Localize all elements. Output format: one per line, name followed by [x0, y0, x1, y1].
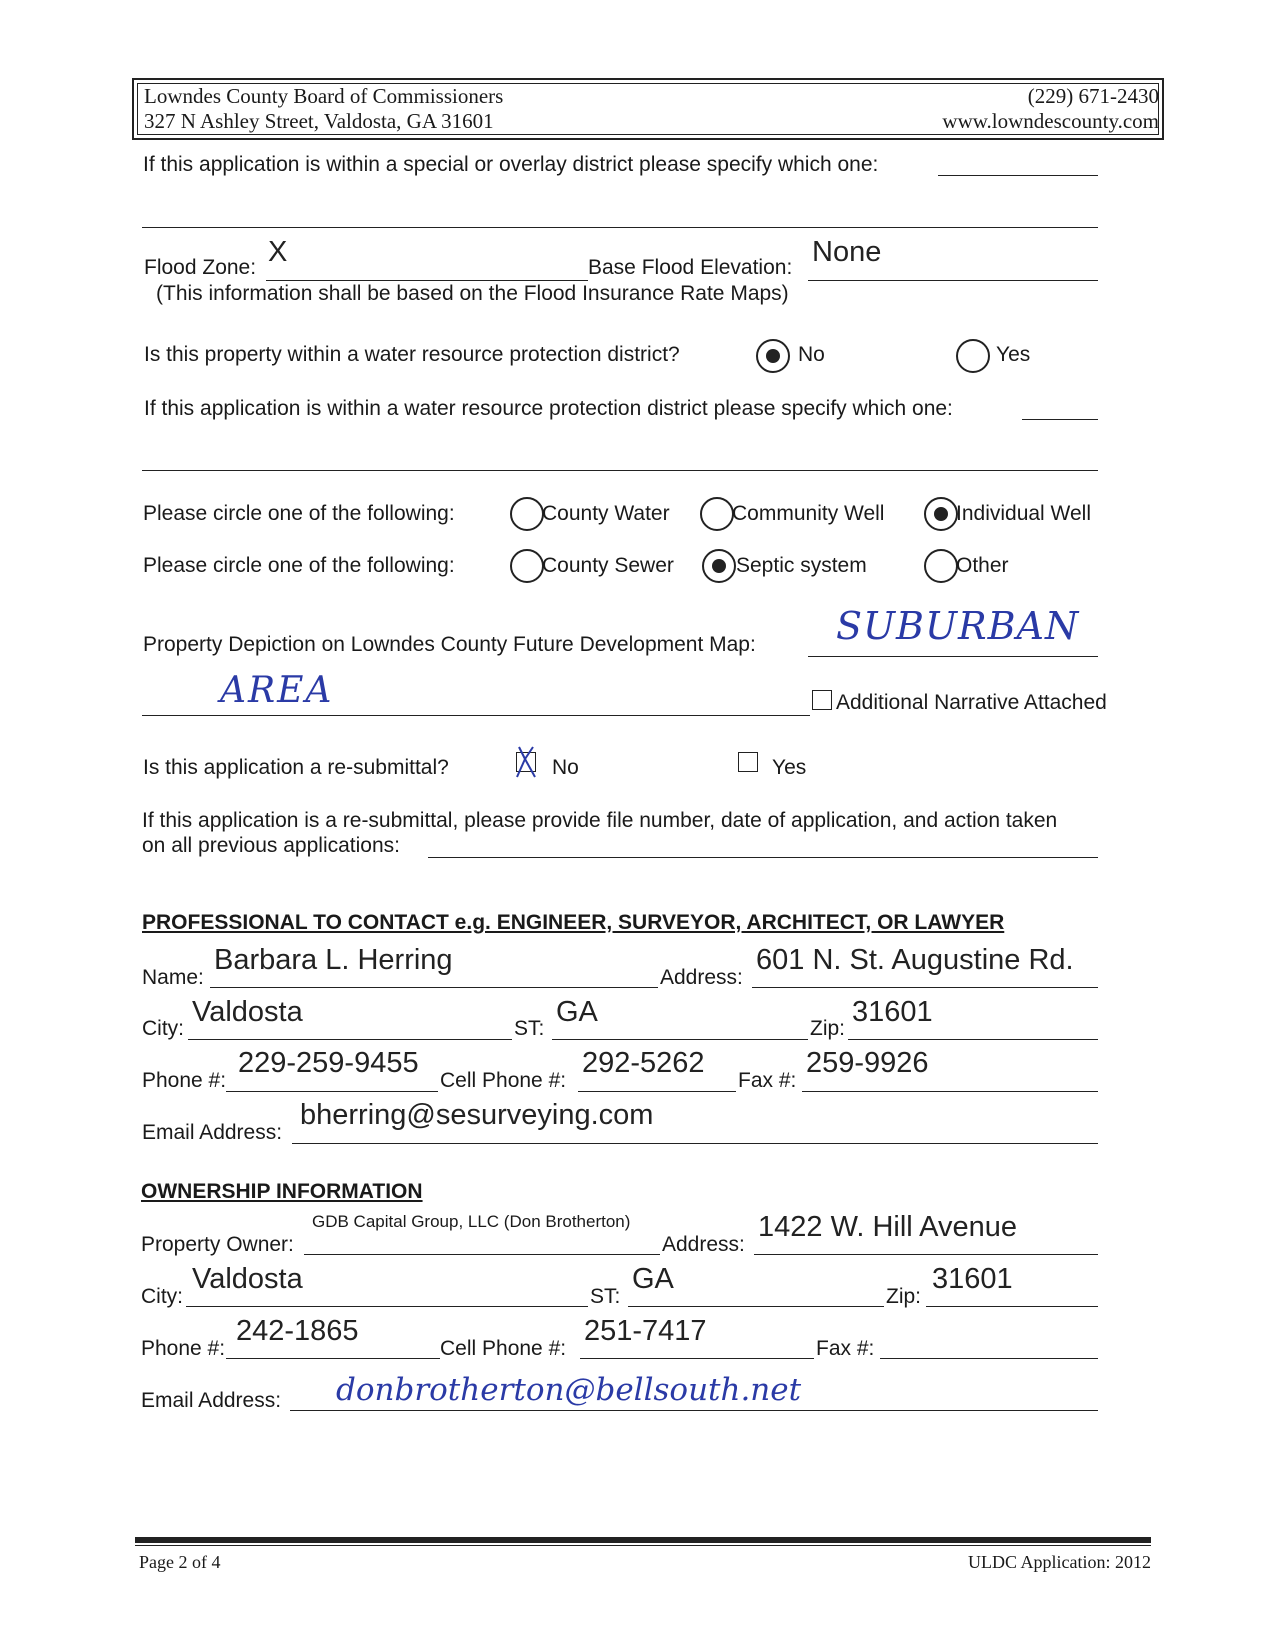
professional-name-field[interactable]	[210, 987, 658, 988]
sewer-label: Please circle one of the following:	[143, 554, 455, 577]
org-website: www.lowndescounty.com	[942, 109, 1159, 133]
other-sewer-radio[interactable]	[924, 549, 958, 583]
professional-name-value: Barbara L. Herring	[214, 944, 453, 976]
footer-form-name: ULDC Application: 2012	[968, 1552, 1151, 1572]
county-sewer-radio[interactable]	[510, 549, 544, 583]
base-flood-elevation-field[interactable]	[808, 280, 1098, 281]
owner-cell-label: Cell Phone #:	[440, 1337, 567, 1360]
owner-fax-field[interactable]	[880, 1358, 1098, 1359]
owner-zip-label: Zip:	[886, 1285, 922, 1308]
professional-city-value: Valdosta	[192, 996, 303, 1028]
professional-cell-value: 292-5262	[582, 1047, 705, 1079]
professional-fax-value: 259-9926	[806, 1047, 929, 1079]
owner-value: GDB Capital Group, LLC (Don Brotherton)	[312, 1212, 631, 1231]
other-sewer-label: Other	[956, 554, 1009, 577]
professional-phone-field[interactable]	[226, 1091, 438, 1092]
owner-email-value: donbrotherton@bellsouth.net	[336, 1372, 802, 1408]
selected-dot-icon	[712, 559, 726, 573]
base-flood-elevation-label: Base Flood Elevation:	[588, 256, 793, 279]
community-well-label: Community Well	[732, 502, 885, 525]
professional-st-value: GA	[556, 996, 598, 1028]
water-protection-yes-label: Yes	[996, 343, 1031, 366]
flood-zone-value: X	[268, 236, 288, 268]
org-phone: (229) 671-2430	[1027, 84, 1159, 108]
special-district-label: If this application is within a special or overlay district please specify which one:	[143, 153, 879, 176]
resubmittal-no-checkbox[interactable]	[516, 752, 536, 772]
professional-email-field[interactable]	[292, 1143, 1098, 1144]
owner-email-label: Email Address:	[141, 1389, 282, 1412]
owner-email-field[interactable]	[290, 1410, 1098, 1411]
professional-email-label: Email Address:	[142, 1121, 283, 1144]
owner-phone-label: Phone #:	[141, 1337, 226, 1360]
professional-name-label: Name:	[142, 966, 204, 989]
professional-city-label: City:	[142, 1017, 184, 1040]
owner-cell-field[interactable]	[580, 1358, 814, 1359]
resubmittal-no-label: No	[552, 756, 579, 779]
footer-page-number: Page 2 of 4	[139, 1552, 221, 1572]
resubmittal-yes-checkbox[interactable]	[738, 752, 758, 772]
septic-system-radio[interactable]	[702, 549, 736, 583]
professional-fax-label: Fax #:	[738, 1069, 797, 1092]
owner-address-field[interactable]	[754, 1254, 1098, 1255]
professional-email-value: bherring@sesurveying.com	[300, 1099, 654, 1131]
professional-cell-field[interactable]	[578, 1091, 736, 1092]
owner-city-value: Valdosta	[192, 1263, 303, 1295]
additional-narrative-checkbox[interactable]	[812, 690, 832, 710]
water-protection-no-radio[interactable]	[756, 339, 790, 373]
owner-phone-field[interactable]	[226, 1358, 440, 1359]
future-dev-field-line2[interactable]	[142, 715, 810, 716]
footer-rule-thin	[135, 1545, 1151, 1546]
individual-well-radio[interactable]	[924, 497, 958, 531]
x-mark-icon	[513, 745, 537, 781]
future-dev-field[interactable]	[808, 656, 1098, 657]
special-district-field[interactable]	[938, 175, 1098, 176]
org-name: Lowndes County Board of Commissioners	[144, 84, 504, 108]
ownership-section-title: OWNERSHIP INFORMATION	[141, 1180, 423, 1203]
owner-field[interactable]	[304, 1254, 660, 1255]
septic-system-label: Septic system	[736, 554, 867, 577]
professional-zip-value: 31601	[852, 996, 933, 1028]
resubmittal-details-label: If this application is a re-submittal, please provide file number, date of application, and action taken	[142, 809, 1058, 832]
selected-dot-icon	[766, 349, 780, 363]
water-source-label: Please circle one of the following:	[143, 502, 455, 525]
resubmittal-yes-label: Yes	[772, 756, 807, 779]
professional-fax-field[interactable]	[802, 1091, 1098, 1092]
owner-label: Property Owner:	[141, 1233, 294, 1256]
professional-st-field[interactable]	[552, 1039, 808, 1040]
water-protection-yes-radio[interactable]	[956, 339, 990, 373]
individual-well-label: Individual Well	[956, 502, 1092, 525]
water-protection-specify-field[interactable]	[1022, 419, 1098, 420]
county-water-label: County Water	[542, 502, 670, 525]
water-protection-specify-field-line2[interactable]	[142, 470, 1098, 471]
owner-address-value: 1422 W. Hill Avenue	[758, 1211, 1018, 1243]
future-dev-value-line2: AREA	[220, 670, 334, 711]
flood-note: (This information shall be based on the Flood Insurance Rate Maps)	[156, 282, 789, 305]
future-dev-label: Property Depiction on Lowndes County Future Development Map:	[143, 633, 756, 656]
owner-phone-value: 242-1865	[236, 1315, 359, 1347]
owner-city-label: City:	[141, 1285, 183, 1308]
water-protection-no-label: No	[798, 343, 825, 366]
professional-zip-field[interactable]	[848, 1039, 1098, 1040]
professional-address-field[interactable]	[752, 987, 1098, 988]
owner-st-label: ST:	[590, 1285, 621, 1308]
professional-phone-value: 229-259-9455	[238, 1047, 419, 1079]
flood-zone-field[interactable]	[266, 280, 588, 281]
professional-zip-label: Zip:	[810, 1017, 846, 1040]
professional-address-value: 601 N. St. Augustine Rd.	[756, 944, 1074, 976]
water-protection-question: Is this property within a water resource protection district?	[144, 343, 680, 366]
owner-zip-value: 31601	[932, 1263, 1013, 1295]
water-protection-specify-label: If this application is within a water resource protection district please specify which one:	[144, 397, 953, 420]
special-district-field-line2[interactable]	[142, 227, 1098, 228]
professional-st-label: ST:	[514, 1017, 545, 1040]
base-flood-elevation-value: None	[812, 236, 882, 268]
owner-city-field[interactable]	[186, 1306, 588, 1307]
owner-address-label: Address:	[662, 1233, 745, 1256]
flood-zone-label: Flood Zone:	[144, 256, 257, 279]
additional-narrative-label: Additional Narrative Attached	[836, 691, 1107, 714]
community-well-radio[interactable]	[700, 497, 734, 531]
owner-fax-label: Fax #:	[816, 1337, 875, 1360]
org-address: 327 N Ashley Street, Valdosta, GA 31601	[144, 109, 494, 133]
footer-rule-thick	[135, 1537, 1151, 1543]
future-dev-value: SUBURBAN	[836, 604, 1080, 648]
professional-section-title: PROFESSIONAL TO CONTACT e.g. ENGINEER, SURVEYOR, ARCHITECT, OR LAWYER	[142, 911, 1005, 934]
selected-dot-icon	[934, 507, 948, 521]
professional-phone-label: Phone #:	[142, 1069, 227, 1092]
owner-st-value: GA	[632, 1263, 674, 1295]
professional-cell-label: Cell Phone #:	[440, 1069, 567, 1092]
professional-address-label: Address:	[660, 966, 743, 989]
owner-zip-field[interactable]	[926, 1306, 1098, 1307]
professional-city-field[interactable]	[188, 1039, 512, 1040]
resubmittal-details-field[interactable]	[428, 857, 1098, 858]
owner-st-field[interactable]	[628, 1306, 884, 1307]
owner-cell-value: 251-7417	[584, 1315, 707, 1347]
resubmittal-question: Is this application a re-submittal?	[143, 756, 449, 779]
resubmittal-details-label-line2: on all previous applications:	[142, 834, 400, 857]
county-water-radio[interactable]	[510, 497, 544, 531]
county-sewer-label: County Sewer	[542, 554, 674, 577]
